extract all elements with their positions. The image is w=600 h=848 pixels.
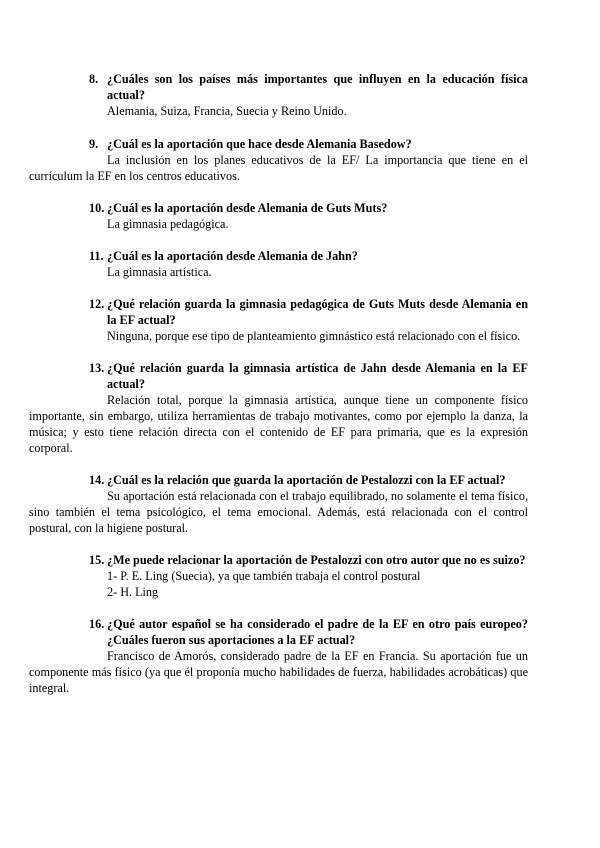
qa-item-15 xyxy=(89,552,528,600)
answer-13: Relación total, porque la gimnasia artística, aunque tiene un componente físico importante, sin embargo, utiliza herramientas de trabajo motivantes, como por ejemplo la danza, la música; y esto tiene relación directa con el contenido de EF para primaria, que es la expresión corporal. xyxy=(29,393,528,455)
question-14 xyxy=(89,472,528,488)
answer-8: Alemania, Suiza, Francia, Suecia y Reino Unido. xyxy=(107,104,347,118)
answer-11: La gimnasia artística. xyxy=(107,265,212,279)
qa-item-14 xyxy=(29,472,528,536)
qa-item-13 xyxy=(29,360,528,456)
answer-10: La gimnasia pedagógica. xyxy=(107,217,229,231)
question-text: ¿Me puede relacionar la aportación de Pestalozzi con otro autor que no es suizo? xyxy=(107,553,526,567)
question-text: ¿Qué relación guarda la gimnasia artística de Jahn desde Alemania en la EF actual? xyxy=(107,361,528,391)
question-number: 10. xyxy=(89,201,105,215)
question-text: ¿Qué relación guarda la gimnasia pedagógica de Guts Muts desde Alemania en la EF actual? xyxy=(107,297,528,327)
question-number: 11. xyxy=(89,249,104,263)
question-9 xyxy=(89,136,528,152)
answer-15-line-1: 1- P. E. Ling (Suecia), ya que también trabaja el control postural xyxy=(107,569,421,583)
answer-14: Su aportación está relacionada con el trabajo equilibrado, no solamente el tema físico, sino también el tema psicológico, el tema emocional. Además, está relacionada con el control postural, con la higiene postural. xyxy=(29,489,528,535)
question-12 xyxy=(89,296,528,328)
qa-item-10 xyxy=(89,200,528,232)
answer-16: Francisco de Amorós, considerado padre de la EF en Francia. Su aportación fue un componente más físico (ya que él proponía mucho habilidades de fuerza, habilidades acrobáticas) que integral. xyxy=(29,649,528,695)
qa-item-12 xyxy=(89,296,528,344)
question-number: 16. xyxy=(89,617,105,631)
question-15 xyxy=(89,552,528,568)
question-number: 15. xyxy=(89,553,105,567)
question-16 xyxy=(89,616,528,648)
answer-15-line-2: 2- H. Ling xyxy=(107,585,159,599)
question-10 xyxy=(89,200,528,216)
question-text: ¿Qué autor español se ha considerado el padre de la EF en otro país europeo? ¿Cuáles fueron sus aportaciones a la EF actual? xyxy=(107,617,528,647)
answer-9: La inclusión en los planes educativos de la EF/ La importancia que tiene en el currículum la EF en los centros educativos. xyxy=(29,153,528,183)
question-13 xyxy=(89,360,528,392)
qa-item-8 xyxy=(89,71,528,119)
question-text: ¿Cuál es la relación que guarda la aportación de Pestalozzi con la EF actual? xyxy=(107,473,506,487)
question-11 xyxy=(89,248,528,264)
question-number: 13. xyxy=(89,361,105,375)
answer-12: Ninguna, porque ese tipo de planteamiento gimnástico está relacionado con el físico. xyxy=(107,329,521,343)
question-text: ¿Cuáles son los países más importantes que influyen en la educación física actual? xyxy=(107,72,528,102)
qa-item-9 xyxy=(29,136,528,184)
qa-item-11 xyxy=(89,248,528,280)
question-text: ¿Cuál es la aportación desde Alemania de Jahn? xyxy=(107,249,358,263)
question-number: 12. xyxy=(89,297,105,311)
question-text: ¿Cuál es la aportación que hace desde Alemania Basedow? xyxy=(107,137,412,151)
question-text: ¿Cuál es la aportación desde Alemania de Guts Muts? xyxy=(107,201,388,215)
question-number: 9. xyxy=(89,137,99,151)
qa-item-16 xyxy=(29,616,528,696)
question-8 xyxy=(89,71,528,103)
question-number: 8. xyxy=(89,72,99,86)
question-number: 14. xyxy=(89,473,105,487)
